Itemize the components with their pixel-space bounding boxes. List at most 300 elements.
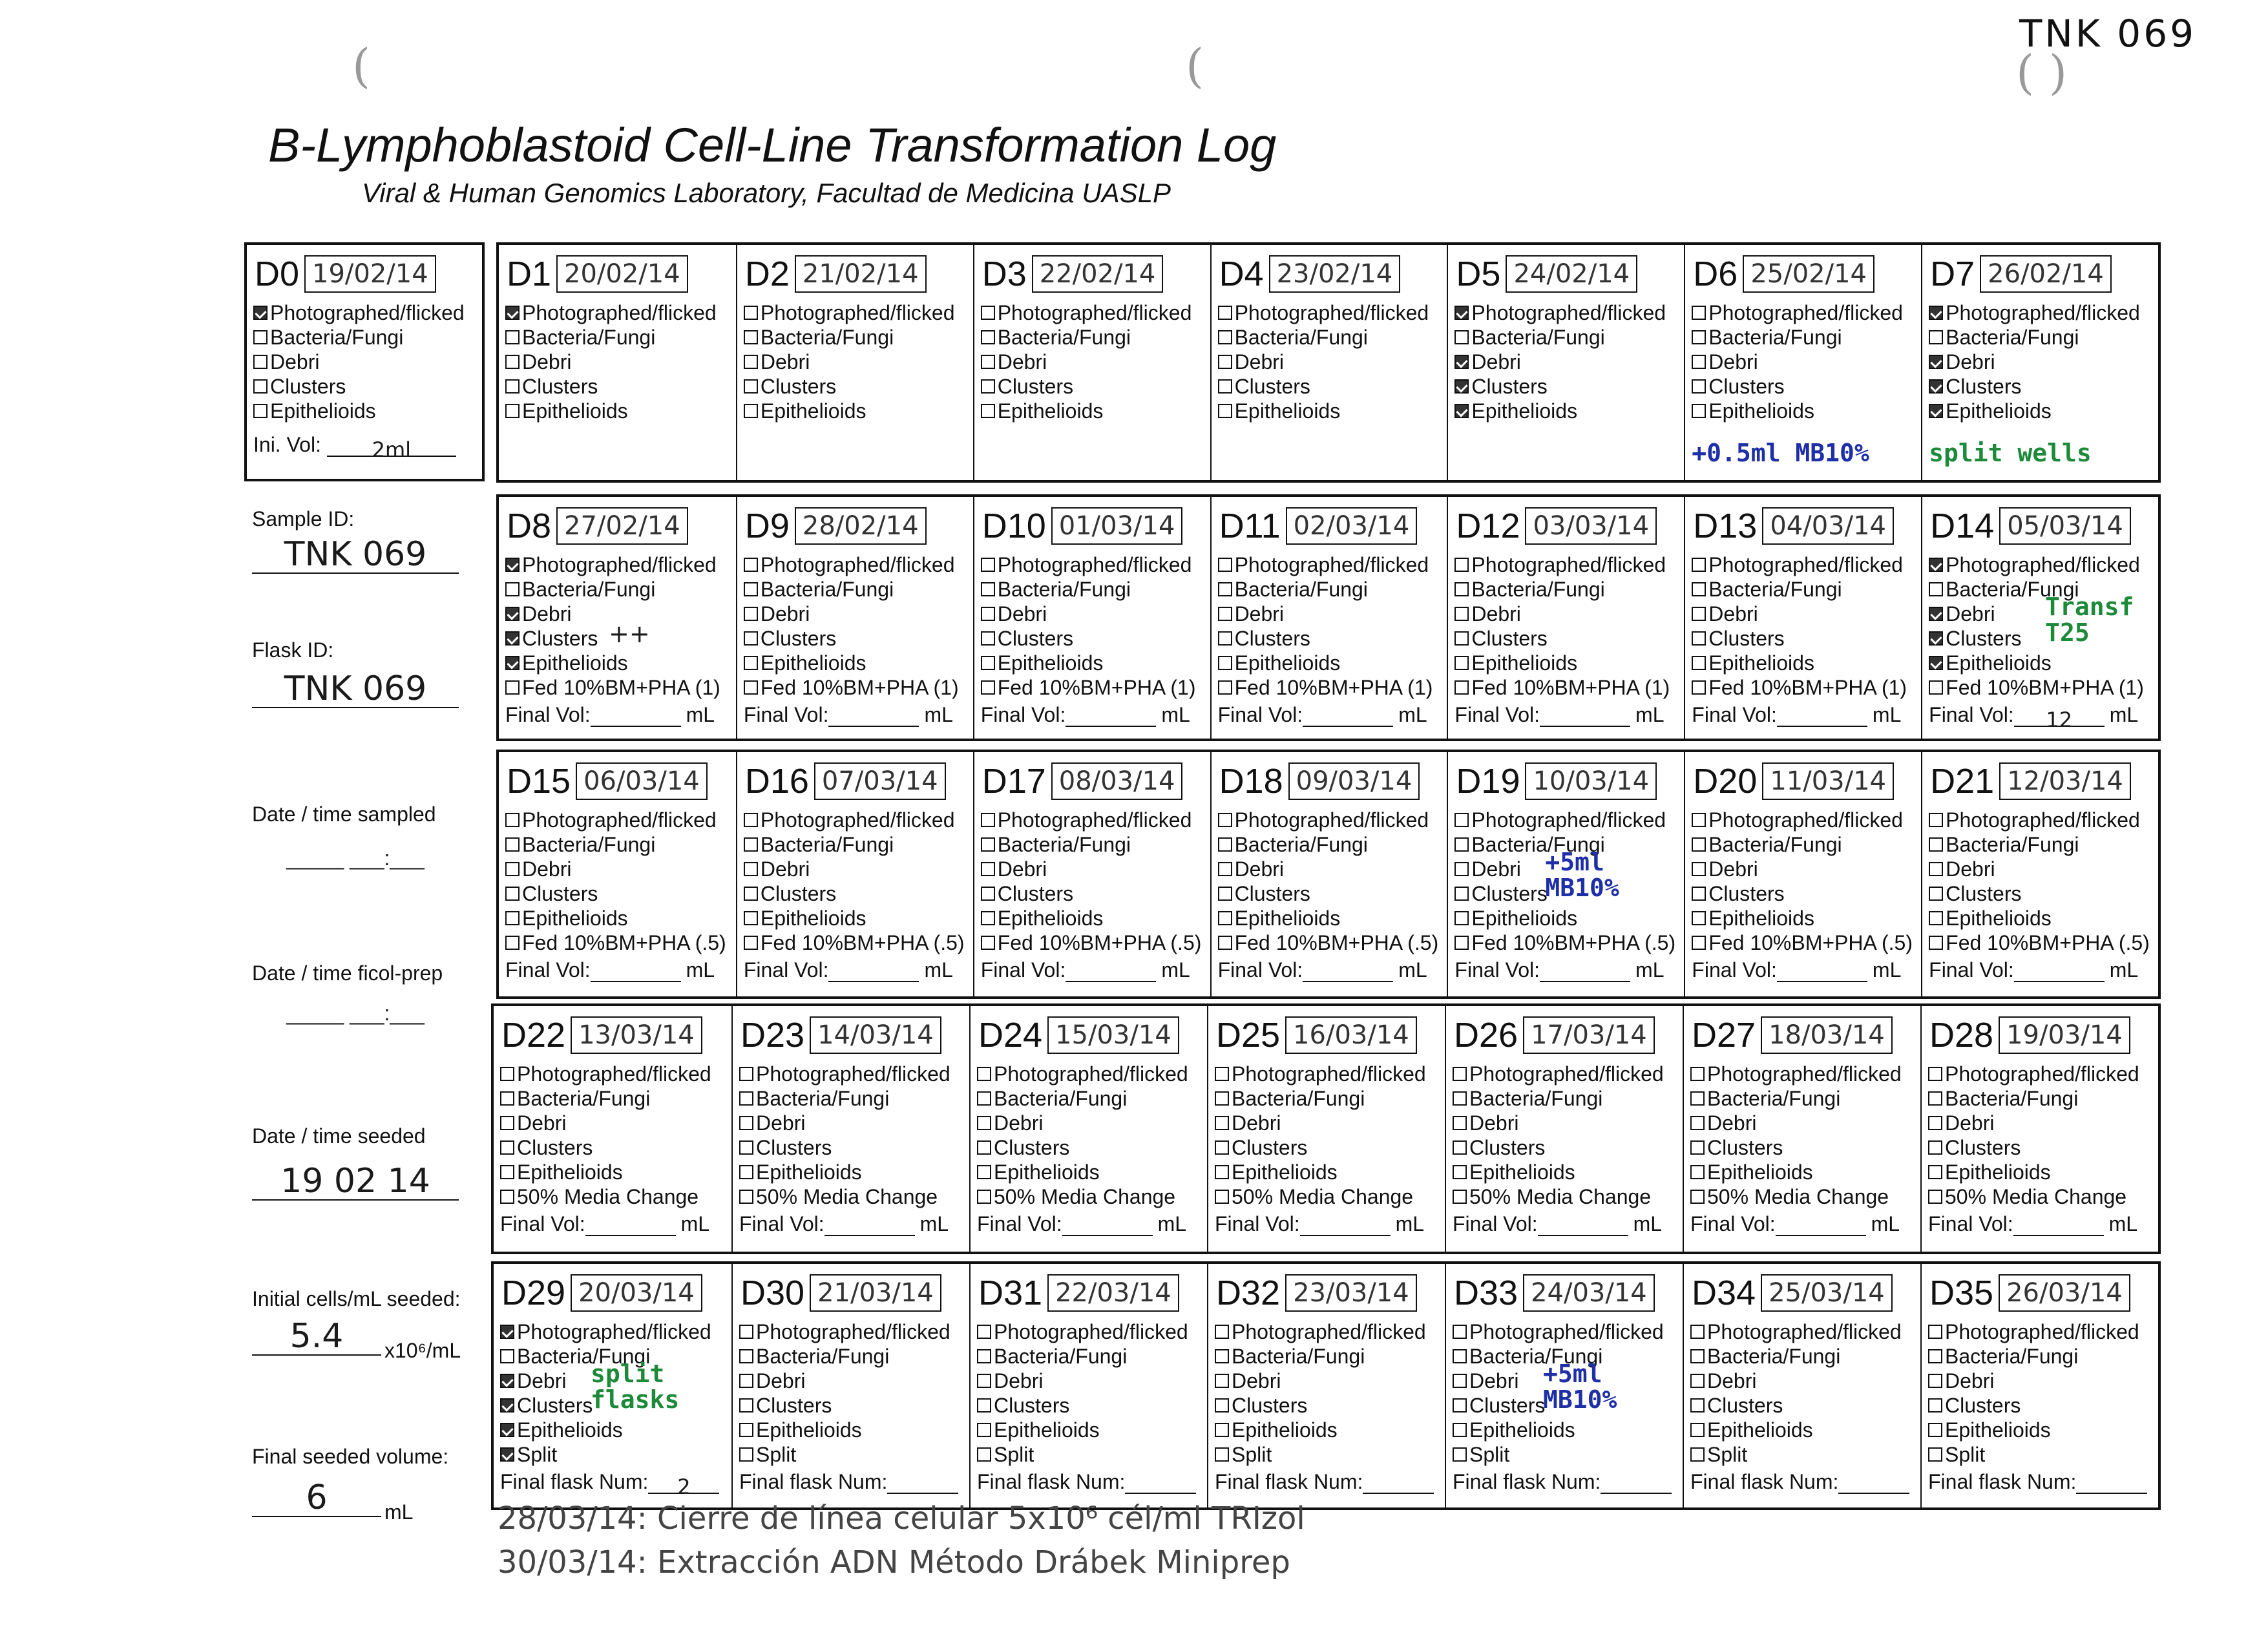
final-flask-field[interactable] [1125, 1475, 1196, 1494]
check-item-debri[interactable] [1692, 857, 1918, 881]
checkbox[interactable] [1692, 582, 1706, 596]
checkbox[interactable] [1453, 1325, 1467, 1339]
check-item-media_change[interactable] [977, 1184, 1204, 1209]
check-item-epithelioids[interactable] [1929, 651, 2156, 675]
checkbox[interactable] [1690, 1190, 1705, 1204]
checkbox[interactable] [1218, 355, 1232, 369]
checkbox[interactable] [500, 1423, 514, 1437]
checkbox[interactable] [500, 1116, 514, 1130]
check-item-clusters[interactable] [1218, 881, 1445, 906]
checkbox[interactable] [1453, 1067, 1467, 1081]
checkbox[interactable] [1218, 911, 1232, 925]
check-item-media_change[interactable] [1928, 1184, 2156, 1209]
checkbox[interactable] [1690, 1349, 1705, 1363]
final-vol-field[interactable] [1776, 1217, 1866, 1236]
checkbox[interactable] [739, 1447, 753, 1462]
checkbox[interactable] [1453, 1447, 1467, 1462]
checkbox[interactable] [500, 1374, 514, 1388]
checkbox[interactable] [1929, 837, 1943, 852]
date-field[interactable]: 06/03/14 [576, 762, 708, 800]
checkbox[interactable] [1454, 631, 1469, 646]
check-item-epithelioids[interactable] [505, 906, 733, 930]
check-item-debri[interactable] [505, 857, 733, 881]
date-field[interactable]: 20/02/14 [556, 255, 688, 293]
check-item-photographed[interactable] [981, 300, 1208, 325]
checkbox[interactable] [744, 680, 758, 695]
check-item-fed5[interactable] [744, 930, 971, 955]
checkbox[interactable] [1690, 1067, 1705, 1081]
check-item-epithelioids[interactable] [500, 1160, 729, 1184]
checkbox[interactable] [744, 330, 758, 344]
check-item-bacteria[interactable] [505, 577, 733, 602]
check-item-epithelioids[interactable] [1454, 399, 1681, 423]
check-item-photographed[interactable] [1215, 1319, 1442, 1344]
sample-id-field[interactable]: TNK 069 [252, 536, 459, 574]
checkbox[interactable] [1218, 936, 1232, 950]
checkbox[interactable] [1218, 379, 1232, 394]
checkbox[interactable] [977, 1349, 991, 1363]
check-item-epithelioids[interactable] [981, 399, 1208, 423]
checkbox[interactable] [739, 1165, 753, 1179]
check-item-debri[interactable] [1692, 350, 1918, 374]
checkbox[interactable] [1218, 607, 1232, 621]
check-item-photographed[interactable] [739, 1319, 967, 1344]
check-item-bacteria[interactable] [1453, 1086, 1680, 1111]
checkbox[interactable] [500, 1067, 514, 1081]
check-item-photographed[interactable] [1928, 1062, 2156, 1086]
checkbox[interactable] [1215, 1447, 1229, 1462]
check-item-bacteria[interactable] [1454, 325, 1681, 350]
checkbox[interactable] [505, 355, 520, 369]
checkbox[interactable] [505, 862, 520, 876]
checkbox[interactable] [744, 404, 758, 418]
flask-id-field[interactable]: TNK 069 [252, 671, 459, 708]
checkbox[interactable] [1928, 1140, 1942, 1155]
checkbox[interactable] [744, 607, 758, 621]
checkbox[interactable] [1692, 330, 1706, 344]
checkbox[interactable] [253, 379, 268, 394]
check-item-photographed[interactable] [505, 808, 733, 832]
checkbox[interactable] [1453, 1398, 1467, 1413]
checkbox[interactable] [500, 1349, 514, 1363]
check-item-bacteria[interactable] [744, 832, 971, 857]
check-item-media_change[interactable] [500, 1184, 729, 1209]
checkbox[interactable] [505, 813, 520, 827]
date-field[interactable]: 25/03/14 [1761, 1274, 1893, 1312]
check-item-clusters[interactable] [1454, 626, 1681, 651]
check-item-photographed[interactable] [500, 1062, 729, 1086]
check-item-debri[interactable] [1690, 1369, 1918, 1393]
checkbox[interactable] [505, 936, 520, 950]
date-field[interactable]: 13/03/14 [571, 1016, 702, 1054]
check-item-clusters[interactable] [739, 1135, 967, 1160]
check-item-photographed[interactable] [1454, 300, 1681, 325]
check-item-bacteria[interactable] [744, 325, 971, 350]
checkbox[interactable] [744, 558, 758, 572]
checkbox[interactable] [505, 558, 520, 572]
check-item-epithelioids[interactable] [253, 399, 479, 423]
checkbox[interactable] [1218, 862, 1232, 876]
check-item-bacteria[interactable] [1929, 325, 2156, 350]
check-item-photographed[interactable] [253, 300, 479, 325]
check-item-bacteria[interactable] [739, 1344, 967, 1369]
check-item-clusters[interactable] [981, 374, 1208, 399]
final-vol-field[interactable] [2014, 963, 2105, 982]
final-vol-field[interactable] [1540, 963, 1630, 982]
checkbox[interactable] [505, 379, 520, 394]
checkbox[interactable] [977, 1398, 991, 1413]
checkbox[interactable] [981, 379, 995, 394]
check-item-epithelioids[interactable] [1692, 906, 1918, 930]
date-field[interactable]: 22/02/14 [1032, 255, 1164, 293]
check-item-bacteria[interactable] [1215, 1344, 1442, 1369]
check-item-debri[interactable] [744, 350, 971, 374]
date-field[interactable]: 02/03/14 [1286, 507, 1418, 545]
checkbox[interactable] [977, 1423, 991, 1437]
check-item-epithelioids[interactable] [1929, 906, 2156, 930]
check-item-clusters[interactable] [744, 374, 971, 399]
date-ficol-field[interactable]: _____ ___:___ [286, 1002, 425, 1025]
check-item-bacteria[interactable] [500, 1086, 729, 1111]
check-item-epithelioids[interactable] [505, 399, 733, 423]
checkbox[interactable] [1218, 558, 1232, 572]
checkbox[interactable] [739, 1140, 753, 1155]
checkbox[interactable] [1929, 607, 1943, 621]
check-item-clusters[interactable] [977, 1393, 1204, 1418]
checkbox[interactable] [981, 582, 995, 596]
check-item-bacteria[interactable] [739, 1086, 967, 1111]
checkbox[interactable] [1690, 1325, 1705, 1339]
checkbox[interactable] [1692, 911, 1706, 925]
checkbox[interactable] [739, 1374, 753, 1388]
checkbox[interactable] [1454, 306, 1469, 320]
final-vol-field[interactable] [2013, 1217, 2104, 1236]
date-field[interactable]: 21/02/14 [795, 255, 927, 293]
checkbox[interactable] [1692, 837, 1706, 852]
checkbox[interactable] [744, 813, 758, 827]
check-item-clusters[interactable] [1928, 1393, 2156, 1418]
checkbox[interactable] [1454, 936, 1469, 950]
check-item-epithelioids[interactable] [1454, 651, 1681, 675]
checkbox[interactable] [981, 404, 995, 418]
final-vol-field[interactable] [1540, 708, 1630, 727]
checkbox[interactable] [981, 607, 995, 621]
checkbox[interactable] [500, 1190, 514, 1204]
checkbox[interactable] [1692, 936, 1706, 950]
check-item-debri[interactable] [1928, 1111, 2156, 1135]
check-item-bacteria[interactable] [1929, 832, 2156, 857]
check-item-photographed[interactable] [1218, 808, 1445, 832]
date-field[interactable]: 03/03/14 [1525, 507, 1657, 545]
check-item-clusters[interactable] [1928, 1135, 2156, 1160]
check-item-fed5[interactable] [505, 930, 733, 955]
date-field[interactable]: 18/03/14 [1761, 1016, 1893, 1054]
check-item-epithelioids[interactable] [744, 399, 971, 423]
checkbox[interactable] [1690, 1116, 1705, 1130]
date-field[interactable]: 07/03/14 [814, 762, 946, 800]
check-item-clusters[interactable] [1692, 881, 1918, 906]
checkbox[interactable] [500, 1325, 514, 1339]
checkbox[interactable] [500, 1447, 514, 1462]
checkbox[interactable] [744, 306, 758, 320]
check-item-photographed[interactable] [1929, 552, 2156, 577]
date-field[interactable]: 16/03/14 [1285, 1016, 1417, 1054]
check-item-debri[interactable] [500, 1111, 729, 1135]
checkbox[interactable] [1690, 1398, 1705, 1413]
check-item-debri[interactable] [744, 857, 971, 881]
check-item-fed1[interactable] [744, 675, 971, 700]
checkbox[interactable] [1215, 1140, 1229, 1155]
check-item-split[interactable] [1215, 1442, 1442, 1467]
check-item-clusters[interactable] [981, 626, 1208, 651]
check-item-fed5[interactable] [1454, 930, 1681, 955]
checkbox[interactable] [977, 1140, 991, 1155]
check-item-debri[interactable] [1218, 857, 1445, 881]
check-item-fed1[interactable] [1454, 675, 1681, 700]
checkbox[interactable] [253, 306, 268, 320]
check-item-photographed[interactable] [1690, 1062, 1918, 1086]
check-item-photographed[interactable] [1690, 1319, 1918, 1344]
check-item-epithelioids[interactable] [977, 1160, 1204, 1184]
checkbox[interactable] [981, 656, 995, 670]
check-item-debri[interactable] [1690, 1111, 1918, 1135]
final-flask-field[interactable]: 2 [648, 1475, 719, 1494]
check-item-split[interactable] [1928, 1442, 2156, 1467]
checkbox[interactable] [1929, 404, 1943, 418]
date-field[interactable]: 15/03/14 [1047, 1016, 1179, 1054]
final-flask-field[interactable] [1838, 1475, 1909, 1494]
date-field[interactable]: 01/03/14 [1051, 507, 1183, 545]
date-field[interactable]: 04/03/14 [1762, 507, 1894, 545]
checkbox[interactable] [1218, 656, 1232, 670]
checkbox[interactable] [1928, 1423, 1942, 1437]
final-vol-field[interactable] [585, 1217, 676, 1236]
checkbox[interactable] [744, 582, 758, 596]
checkbox[interactable] [1215, 1349, 1229, 1363]
date-field[interactable]: 11/03/14 [1762, 762, 1894, 800]
final-volume-field[interactable]: 6 [252, 1480, 381, 1517]
check-item-clusters[interactable] [500, 1135, 729, 1160]
checkbox[interactable] [1928, 1325, 1942, 1339]
checkbox[interactable] [1690, 1091, 1705, 1106]
check-item-bacteria[interactable] [981, 325, 1208, 350]
check-item-debri[interactable] [1453, 1111, 1680, 1135]
checkbox[interactable] [1929, 936, 1943, 950]
checkbox[interactable] [1218, 837, 1232, 852]
check-item-clusters[interactable] [744, 881, 971, 906]
checkbox[interactable] [1454, 656, 1469, 670]
checkbox[interactable] [977, 1116, 991, 1130]
check-item-epithelioids[interactable] [1928, 1160, 2156, 1184]
checkbox[interactable] [739, 1423, 753, 1437]
checkbox[interactable] [1690, 1447, 1705, 1462]
check-item-photographed[interactable] [1929, 808, 2156, 832]
check-item-photographed[interactable] [1692, 808, 1918, 832]
checkbox[interactable] [1453, 1116, 1467, 1130]
check-item-bacteria[interactable] [1928, 1086, 2156, 1111]
check-item-epithelioids[interactable] [1692, 399, 1918, 423]
checkbox[interactable] [505, 582, 520, 596]
checkbox[interactable] [1454, 862, 1469, 876]
check-item-photographed[interactable] [744, 300, 971, 325]
check-item-debri[interactable] [1218, 602, 1445, 626]
final-vol-field[interactable] [1066, 963, 1156, 982]
final-flask-field[interactable] [2076, 1475, 2147, 1494]
checkbox[interactable] [1215, 1398, 1229, 1413]
check-item-bacteria[interactable] [1218, 577, 1445, 602]
checkbox[interactable] [1215, 1116, 1229, 1130]
check-item-epithelioids[interactable] [977, 1418, 1204, 1442]
checkbox[interactable] [1454, 404, 1469, 418]
checkbox[interactable] [1692, 558, 1706, 572]
date-sampled-field[interactable]: _____ ___:___ [286, 846, 425, 870]
checkbox[interactable] [505, 607, 520, 621]
checkbox[interactable] [1692, 379, 1706, 394]
check-item-media_change[interactable] [1453, 1184, 1680, 1209]
check-item-photographed[interactable] [1453, 1062, 1680, 1086]
check-item-fed5[interactable] [1218, 930, 1445, 955]
check-item-bacteria[interactable] [1692, 577, 1918, 602]
check-item-epithelioids[interactable] [1692, 651, 1918, 675]
checkbox[interactable] [500, 1398, 514, 1413]
check-item-epithelioids[interactable] [1928, 1418, 2156, 1442]
date-field[interactable]: 09/03/14 [1288, 762, 1420, 800]
checkbox[interactable] [744, 911, 758, 925]
check-item-photographed[interactable] [744, 808, 971, 832]
final-vol-field[interactable] [1303, 963, 1393, 982]
checkbox[interactable] [1690, 1374, 1705, 1388]
check-item-photographed[interactable] [1453, 1319, 1680, 1344]
checkbox[interactable] [1929, 813, 1943, 827]
date-field[interactable]: 17/03/14 [1523, 1016, 1655, 1054]
check-item-bacteria[interactable] [977, 1344, 1204, 1369]
check-item-epithelioids[interactable] [505, 651, 733, 675]
check-item-media_change[interactable] [1690, 1184, 1918, 1209]
checkbox[interactable] [1928, 1190, 1942, 1204]
check-item-clusters[interactable] [1218, 374, 1445, 399]
checkbox[interactable] [1218, 680, 1232, 695]
checkbox[interactable] [253, 330, 268, 344]
checkbox[interactable] [1692, 631, 1706, 646]
check-item-fed1[interactable] [1218, 675, 1445, 700]
checkbox[interactable] [1454, 911, 1469, 925]
check-item-fed1[interactable] [981, 675, 1208, 700]
checkbox[interactable] [1454, 813, 1469, 827]
check-item-photographed[interactable] [1692, 300, 1918, 325]
checkbox[interactable] [1218, 330, 1232, 344]
check-item-photographed[interactable] [981, 552, 1208, 577]
checkbox[interactable] [1218, 582, 1232, 596]
checkbox[interactable] [1453, 1190, 1467, 1204]
final-vol-field[interactable] [1777, 963, 1867, 982]
checkbox[interactable] [505, 837, 520, 852]
checkbox[interactable] [1929, 355, 1943, 369]
final-flask-field[interactable] [1601, 1475, 1672, 1494]
checkbox[interactable] [1215, 1325, 1229, 1339]
check-item-epithelioids[interactable] [1690, 1160, 1918, 1184]
date-field[interactable]: 19/02/14 [304, 255, 436, 293]
checkbox[interactable] [1454, 330, 1469, 344]
check-item-debri[interactable] [977, 1369, 1204, 1393]
check-item-split[interactable] [500, 1442, 729, 1467]
checkbox[interactable] [1454, 680, 1469, 695]
checkbox[interactable] [1928, 1398, 1942, 1413]
checkbox[interactable] [1218, 887, 1232, 901]
check-item-clusters[interactable] [1454, 374, 1681, 399]
final-vol-field[interactable] [591, 708, 681, 727]
check-item-bacteria[interactable] [1928, 1344, 2156, 1369]
checkbox[interactable] [500, 1091, 514, 1106]
checkbox[interactable] [1215, 1165, 1229, 1179]
checkbox[interactable] [1690, 1165, 1705, 1179]
check-item-clusters[interactable] [981, 881, 1208, 906]
checkbox[interactable] [977, 1190, 991, 1204]
check-item-clusters[interactable] [1453, 1135, 1680, 1160]
checkbox[interactable] [977, 1374, 991, 1388]
final-vol-field[interactable] [1538, 1217, 1628, 1236]
check-item-clusters[interactable] [1929, 881, 2156, 906]
final-vol-field[interactable] [591, 963, 681, 982]
check-item-bacteria[interactable] [1218, 325, 1445, 350]
check-item-bacteria[interactable] [253, 325, 479, 350]
check-item-debri[interactable] [1928, 1369, 2156, 1393]
checkbox[interactable] [981, 680, 995, 695]
checkbox[interactable] [500, 1165, 514, 1179]
checkbox[interactable] [1929, 911, 1943, 925]
final-flask-field[interactable] [887, 1475, 958, 1494]
date-field[interactable]: 24/03/14 [1523, 1274, 1655, 1312]
final-vol-field[interactable] [828, 963, 919, 982]
date-field[interactable]: 08/03/14 [1051, 762, 1183, 800]
check-item-epithelioids[interactable] [1218, 651, 1445, 675]
checkbox[interactable] [739, 1349, 753, 1363]
checkbox[interactable] [1218, 813, 1232, 827]
checkbox[interactable] [981, 862, 995, 876]
check-item-photographed[interactable] [505, 300, 733, 325]
check-item-debri[interactable] [1454, 350, 1681, 374]
checkbox[interactable] [1929, 862, 1943, 876]
check-item-debri[interactable] [1215, 1111, 1442, 1135]
date-field[interactable]: 26/02/14 [1980, 255, 2112, 293]
checkbox[interactable] [977, 1067, 991, 1081]
check-item-debri[interactable] [1215, 1369, 1442, 1393]
checkbox[interactable] [1692, 404, 1706, 418]
check-item-bacteria[interactable] [1692, 325, 1918, 350]
check-item-clusters[interactable] [1218, 626, 1445, 651]
checkbox[interactable] [744, 631, 758, 646]
check-item-bacteria[interactable] [505, 325, 733, 350]
checkbox[interactable] [1929, 379, 1943, 394]
checkbox[interactable] [253, 404, 268, 418]
checkbox[interactable] [981, 330, 995, 344]
check-item-bacteria[interactable] [1690, 1344, 1918, 1369]
checkbox[interactable] [744, 355, 758, 369]
date-field[interactable]: 20/03/14 [571, 1274, 702, 1312]
checkbox[interactable] [1454, 379, 1469, 394]
check-item-debri[interactable] [1454, 602, 1681, 626]
checkbox[interactable] [1454, 558, 1469, 572]
checkbox[interactable] [1692, 306, 1706, 320]
final-vol-field[interactable] [1300, 1217, 1391, 1236]
final-vol-field[interactable] [828, 708, 919, 727]
check-item-debri[interactable] [1218, 350, 1445, 374]
check-item-bacteria[interactable] [1218, 832, 1445, 857]
check-item-photographed[interactable] [1454, 808, 1681, 832]
checkbox[interactable] [1215, 1374, 1229, 1388]
checkbox[interactable] [505, 306, 520, 320]
date-seeded-field[interactable]: 19 02 14 [252, 1163, 459, 1201]
checkbox[interactable] [1928, 1447, 1942, 1462]
